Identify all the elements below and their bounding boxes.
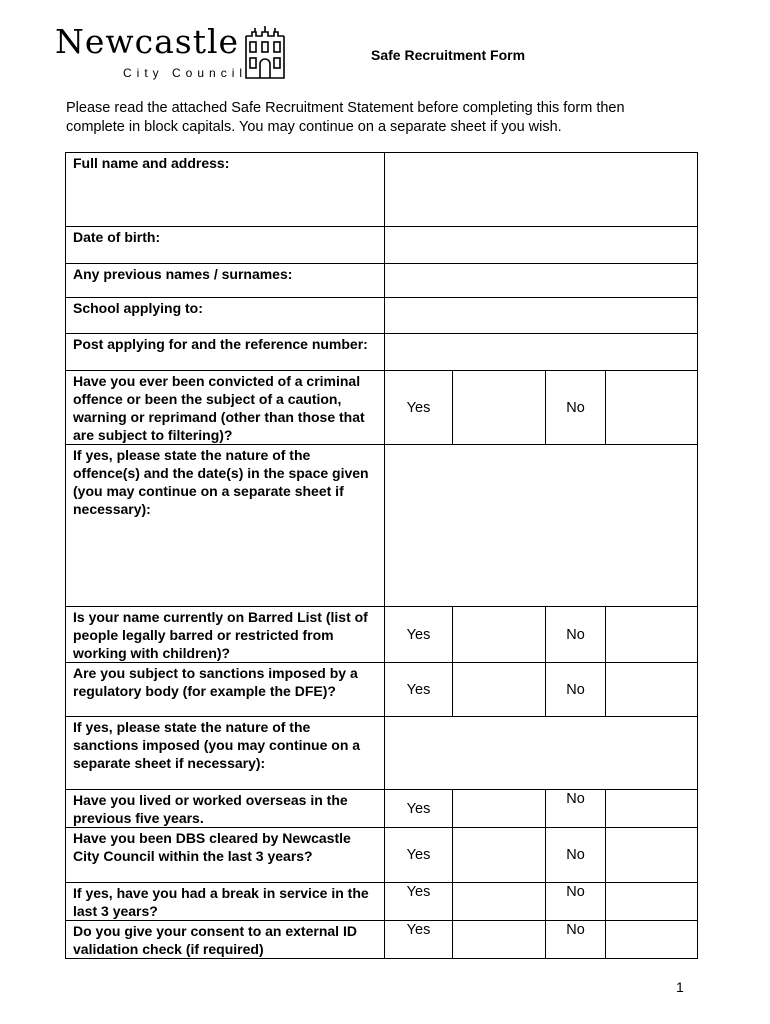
- castle-icon: [243, 26, 287, 82]
- sanctions-yes-box[interactable]: [453, 663, 546, 717]
- dbs-yes-box[interactable]: [453, 828, 546, 883]
- form-row: [66, 828, 698, 883]
- convicted-yes-box[interactable]: [453, 371, 546, 445]
- logo-wordmark: Newcastle: [55, 22, 240, 61]
- form-row: [66, 790, 698, 828]
- convicted-no-box[interactable]: [606, 371, 698, 445]
- school-field[interactable]: [385, 298, 698, 334]
- question-break-service: If yes, have you had a break in service in the last 3 years?: [66, 883, 385, 921]
- barred-no-label: No: [546, 607, 606, 663]
- overseas-no-box[interactable]: [606, 790, 698, 828]
- id-check-yes-label: Yes: [385, 921, 453, 959]
- id-check-no-box[interactable]: [606, 921, 698, 959]
- form-row: [66, 371, 698, 445]
- barred-no-box[interactable]: [606, 607, 698, 663]
- question-sanctions-details: If yes, please state the nature of the sanctions imposed (you may continue on a separate sheet if necessary):: [66, 717, 385, 790]
- break-yes-label: Yes: [385, 883, 453, 921]
- question-post: Post applying for and the reference number:: [66, 334, 385, 371]
- previous-names-field[interactable]: [385, 264, 698, 298]
- form-row: [66, 717, 698, 790]
- intro-instructions: Please read the attached Safe Recruitment Statement before completing this form then complete in block capitals. You may continue on a separate sheet if you wish.: [66, 100, 625, 135]
- page-number: 1: [676, 979, 684, 995]
- recruitment-form-table: [65, 152, 698, 959]
- question-convicted: Have you ever been convicted of a criminal offence or been the subject of a caution, warning or reprimand (other than those that are subject to filtering)?: [66, 371, 385, 445]
- overseas-yes-label: Yes: [385, 790, 453, 828]
- form-row: [66, 334, 698, 371]
- sanctions-no-box[interactable]: [606, 663, 698, 717]
- break-yes-box[interactable]: [453, 883, 546, 921]
- form-row: [66, 607, 698, 663]
- barred-yes-label: Yes: [385, 607, 453, 663]
- overseas-no-label: No: [546, 790, 606, 828]
- form-row: [66, 883, 698, 921]
- date-of-birth-field[interactable]: [385, 227, 698, 264]
- break-no-label: No: [546, 883, 606, 921]
- break-no-box[interactable]: [606, 883, 698, 921]
- question-dbs: Have you been DBS cleared by Newcastle City Council within the last 3 years?: [66, 828, 385, 883]
- form-row: [66, 298, 698, 334]
- sanctions-yes-label: Yes: [385, 663, 453, 717]
- form-row: [66, 921, 698, 959]
- form-row: [66, 264, 698, 298]
- form-title: Safe Recruitment Form: [371, 47, 526, 63]
- barred-yes-box[interactable]: [453, 607, 546, 663]
- form-row: [66, 663, 698, 717]
- id-check-no-label: No: [546, 921, 606, 959]
- newcastle-city-council-logo: [55, 24, 287, 84]
- question-sanctions: Are you subject to sanctions imposed by a regulatory body (for example the DFE)?: [66, 663, 385, 717]
- question-id-check: Do you give your consent to an external ID validation check (if required): [66, 921, 385, 959]
- form-row: [66, 445, 698, 607]
- sanctions-no-label: No: [546, 663, 606, 717]
- question-full-name: Full name and address:: [66, 153, 385, 227]
- overseas-yes-box[interactable]: [453, 790, 546, 828]
- question-offence-details: If yes, please state the nature of the offence(s) and the date(s) in the space given (you may continue on a separate sheet if necessary):: [66, 445, 385, 607]
- dbs-no-label: No: [546, 828, 606, 883]
- question-school: School applying to:: [66, 298, 385, 334]
- logo-subtitle: City Council: [123, 66, 248, 80]
- dbs-yes-label: Yes: [385, 828, 453, 883]
- convicted-yes-label: Yes: [385, 371, 453, 445]
- full-name-answer-field[interactable]: [385, 153, 698, 227]
- form-row: [66, 227, 698, 264]
- dbs-no-box[interactable]: [606, 828, 698, 883]
- convicted-no-label: No: [546, 371, 606, 445]
- offence-details-field[interactable]: [385, 445, 698, 607]
- post-field[interactable]: [385, 334, 698, 371]
- question-overseas: Have you lived or worked overseas in the previous five years.: [66, 790, 385, 828]
- question-date-of-birth: Date of birth:: [66, 227, 385, 264]
- question-barred-list: Is your name currently on Barred List (list of people legally barred or restricted from working with children)?: [66, 607, 385, 663]
- form-row: [66, 153, 698, 227]
- id-check-yes-box[interactable]: [453, 921, 546, 959]
- question-previous-names: Any previous names / surnames:: [66, 264, 385, 298]
- sanctions-details-field[interactable]: [385, 717, 698, 790]
